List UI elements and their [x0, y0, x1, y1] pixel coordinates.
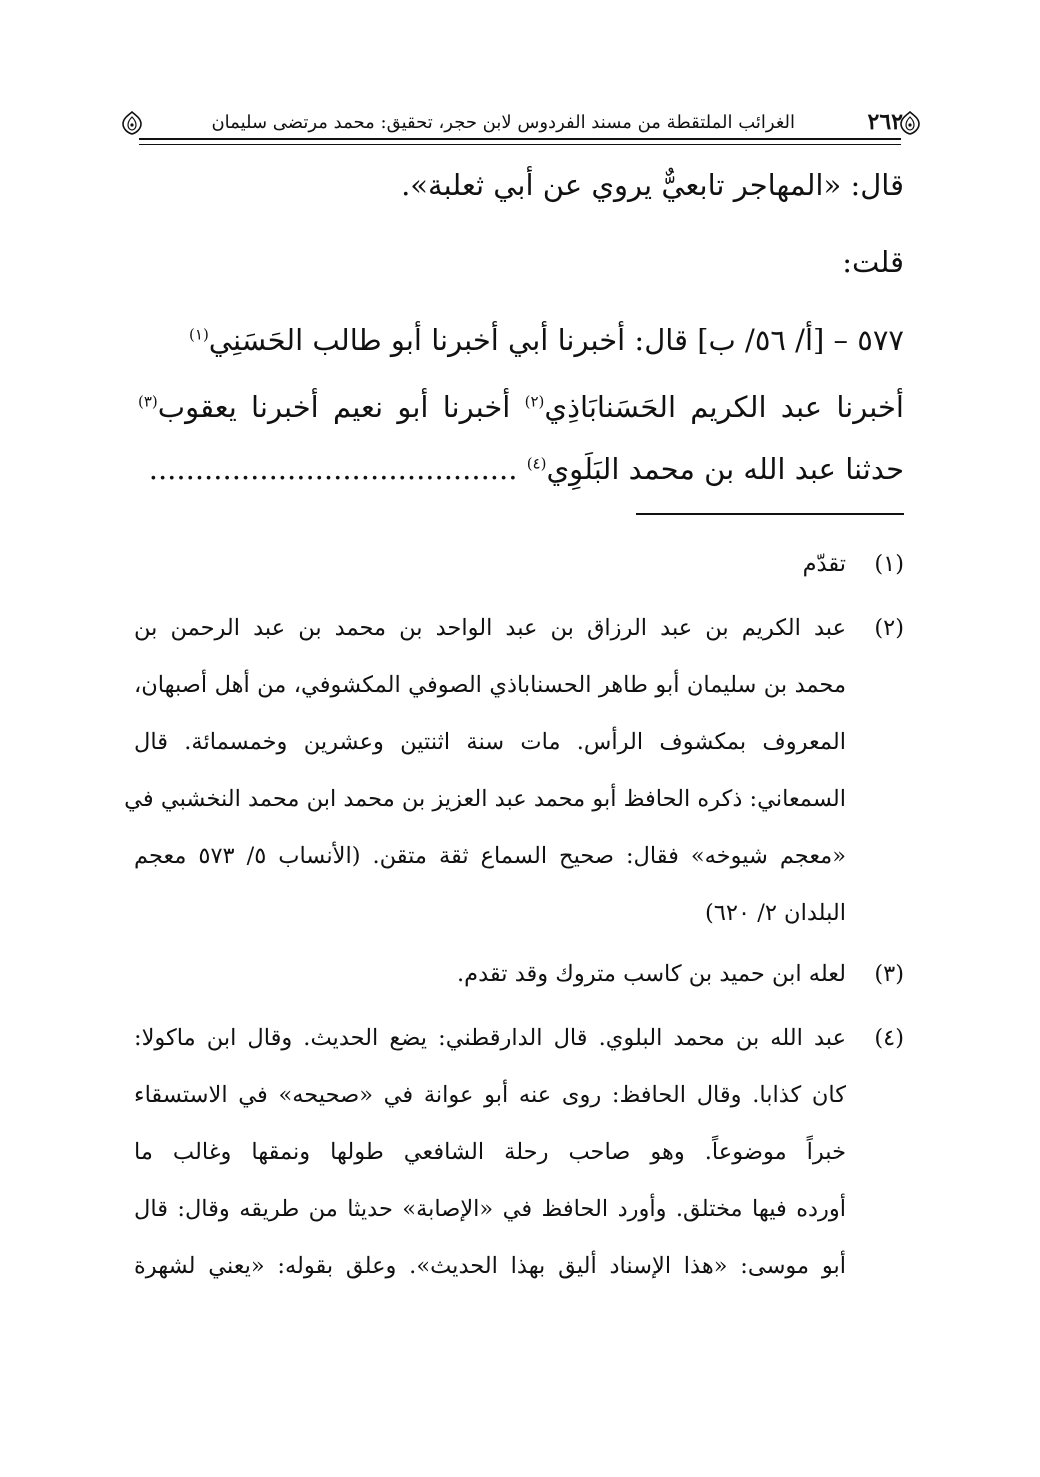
hadith-text: حدثنا عبد الله بن محمد البَلَوِي	[546, 452, 904, 486]
footnote-line: أبو موسى: «هذا الإسناد أليق بهذا الحديث». وعلق بقوله: «يعني لشهرة	[134, 1253, 846, 1279]
footnote-line: عبد الكريم بن عبد الرزاق بن عبد الواحد بن محمد بن عبد الرحمن بن	[134, 615, 846, 641]
footnote-line: لعله ابن حميد بن كاسب متروك وقد تقدم.	[457, 961, 846, 987]
footnote-line: كان كذابا. وقال الحافظ: روى عنه أبو عوانة في «صحيحه» في الاستسقاء	[134, 1082, 846, 1108]
footnote-line: البلدان ٢/ ٦٢٠)	[705, 900, 846, 926]
footnote-number: (٢)	[874, 615, 904, 641]
running-header	[125, 108, 915, 140]
footnote-line: محمد بن سليمان أبو طاهر الحسناباذي الصوفي المكشوفي، من أهل أصبهان،	[134, 672, 846, 698]
ornament-icon	[119, 110, 145, 136]
footnote-ref: (٤)	[526, 454, 547, 473]
footnote-line: أورده فيها مختلق. وأورد الحافظ في «الإصابة» حديثا من طريقه وقال: قال	[134, 1196, 846, 1222]
ellipsis-dots: ........................................	[148, 452, 527, 486]
page-number: ٢٦٢	[867, 109, 903, 135]
hadith-text: أخبرنا أبو نعيم أخبرنا يعقوب	[157, 390, 525, 424]
hadith-line-2	[138, 385, 904, 429]
footnote-line: السمعاني: ذكره الحافظ أبو محمد عبد العزيز بن محمد ابن محمد النخشبي في	[124, 786, 846, 812]
header-title: الغرائب الملتقطة من مسند الفردوس لابن حجر، تحقيق: محمد مرتضى سليمان	[211, 112, 795, 133]
header-rule	[139, 138, 901, 145]
hadith-line-1	[138, 318, 904, 362]
hadith-text: أخبرنا عبد الكريم الحَسَنابَاذِي	[544, 390, 904, 424]
footnote-number: (٣)	[874, 961, 904, 987]
hadith-line-3	[138, 447, 904, 491]
footnote-line: خبراً موضوعاً. وهو صاحب رحلة الشافعي طولها ونمقها وغالب ما	[134, 1139, 846, 1165]
main-line-1: قال: «المهاجر تابعيٌّ يروي عن أبي ثعلبة».	[401, 168, 904, 202]
footnote-line: «معجم شيوخه» فقال: صحيح السماع ثقة متقن. (الأنساب ٥/ ٥٧٣ معجم	[134, 843, 846, 869]
footnote-number: (٤)	[874, 1025, 904, 1051]
footnote-number: (١)	[874, 551, 904, 577]
footnote-separator	[636, 513, 904, 515]
footnote-ref: (١)	[189, 325, 209, 344]
main-line-2: قلت:	[842, 245, 904, 279]
footnote-line: تقدّم	[802, 551, 846, 577]
footnote-line: عبد الله بن محمد البلوي. قال الدارقطني: يضع الحديث. وقال ابن ماكولا:	[134, 1025, 846, 1051]
hadith-text: ٥٧٧ – [أ/ ٥٦/ ب] قال: أخبرنا أبي أخبرنا أبو طالب الحَسَنِي	[208, 323, 904, 357]
footnote-ref: (٣)	[138, 392, 158, 411]
footnote-ref: (٢)	[524, 392, 545, 411]
footnote-line: المعروف بمكشوف الرأس. مات سنة اثنتين وعشرين وخمسمائة. قال	[134, 729, 846, 755]
